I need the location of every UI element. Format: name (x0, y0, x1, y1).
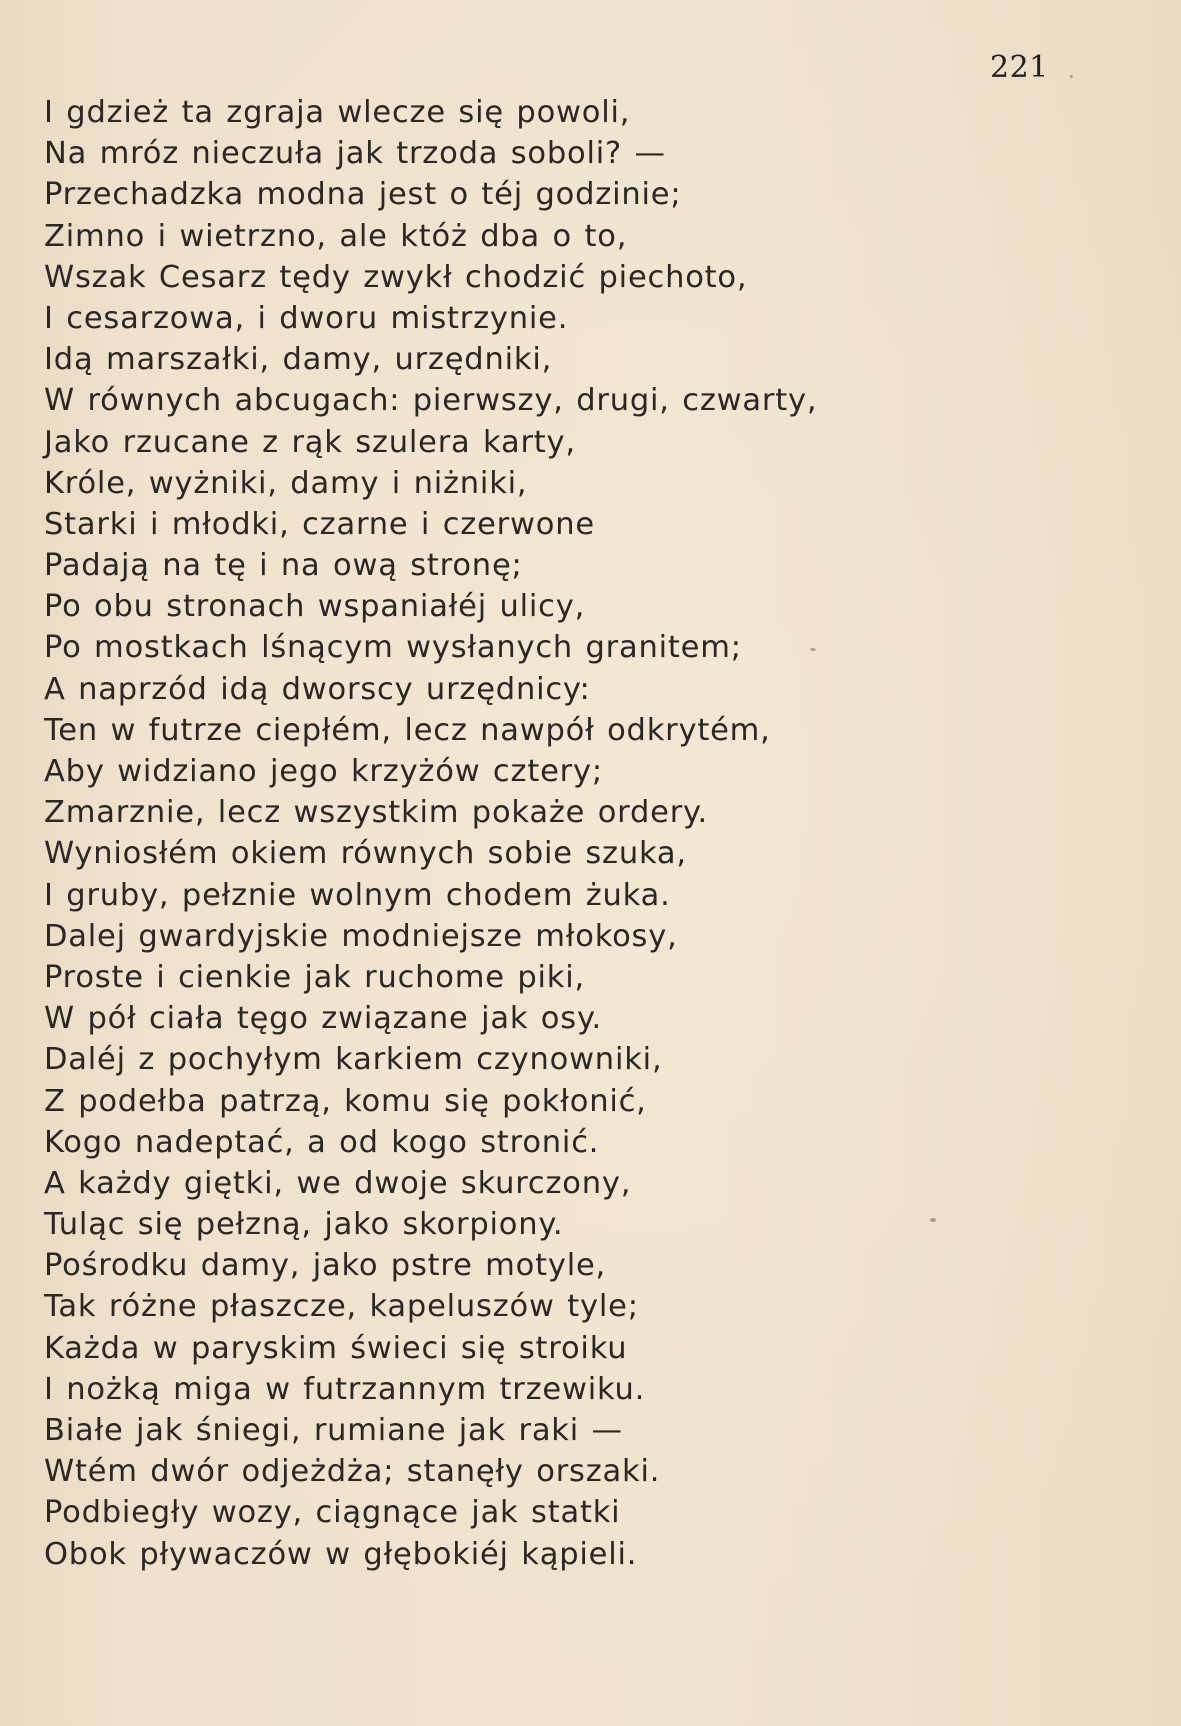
poem-line: W równych abcugach: pierwszy, drugi, czwarty, (44, 383, 818, 419)
poem-line: Starki i młodki, czarne i czerwone (44, 506, 595, 542)
poem-line: Proste i cienkie jak ruchome piki, (44, 959, 585, 995)
poem-line: Po obu stronach wspaniałéj ulicy, (44, 589, 586, 625)
poem-line: I nożką miga w futrzannym trzewiku. (44, 1371, 646, 1407)
poem-line: Na mróz nieczuła jak trzoda soboli? — (44, 136, 666, 172)
poem-line: Dalej gwardyjskie modniejsze młokosy, (44, 918, 678, 954)
paper-speck (930, 1218, 936, 1222)
poem-line: Pośrodku damy, jako pstre motyle, (44, 1248, 607, 1284)
poem-line: Z podełba patrzą, komu się pokłonić, (44, 1083, 647, 1119)
poem-line: W pół ciała tęgo związane jak osy. (44, 1001, 602, 1037)
poem-line: Po mostkach lśnącym wysłanych granitem; (44, 630, 742, 666)
poem-line: Wszak Cesarz tędy zwykł chodzić piechoto, (44, 259, 748, 295)
poem-line: I gruby, pełznie wolnym chodem żuka. (44, 877, 671, 913)
poem-line: Jako rzucane z rąk szulera karty, (44, 424, 576, 460)
poem-line: Idą marszałki, damy, urzędniki, (44, 342, 553, 378)
poem-text (44, 92, 817, 1575)
page-number: 221 (990, 50, 1049, 85)
poem-line: Każda w paryskim świeci się stroiku (44, 1330, 628, 1366)
poem-line: Tak różne płaszcze, kapeluszów tyle; (44, 1289, 639, 1325)
poem-line: Wtém dwór odjeżdża; stanęły orszaki. (44, 1454, 661, 1490)
poem-line: Aby widziano jego krzyżów cztery; (44, 754, 603, 789)
poem-line: Podbiegły wozy, ciągnące jak statki (44, 1495, 621, 1531)
poem-line: A naprzód idą dworscy urzędnicy: (44, 671, 591, 707)
poem-line: Daléj z pochyłym karkiem czynowniki, (44, 1042, 663, 1078)
poem-line: I gdzież ta zgraja wlecze się powoli, (44, 95, 631, 130)
paper-speck (810, 648, 816, 651)
poem-line: Tuląc się pełzną, jako skorpiony. (44, 1207, 564, 1243)
poem-line: Króle, wyżniki, damy i niżniki, (44, 465, 528, 501)
poem-line: Przechadzka modna jest o téj godzinie; (44, 177, 682, 213)
poem-line: Obok pływaczów w głębokiéj kąpieli. (44, 1536, 638, 1572)
poem-line: Kogo nadeptać, a od kogo stronić. (44, 1124, 600, 1160)
poem-line: A każdy giętki, we dwoje skurczony, (44, 1165, 632, 1201)
poem-line: Wyniosłém okiem równych sobie szuka, (44, 836, 687, 872)
paper-speck (1070, 75, 1073, 78)
poem-line: Zmarznie, lecz wszystkim pokaże ordery. (44, 795, 709, 831)
poem-line: Białe jak śniegi, rumiane jak raki — (44, 1413, 623, 1448)
poem-line: Padają na tę i na ową stronę; (44, 548, 523, 584)
poem-line: Zimno i wietrzno, ale któż dba o to, (44, 218, 628, 254)
poem-line: I cesarzowa, i dworu mistrzynie. (44, 300, 569, 336)
poem-line: Ten w futrze ciepłém, lecz nawpół odkrytém, (44, 712, 771, 748)
